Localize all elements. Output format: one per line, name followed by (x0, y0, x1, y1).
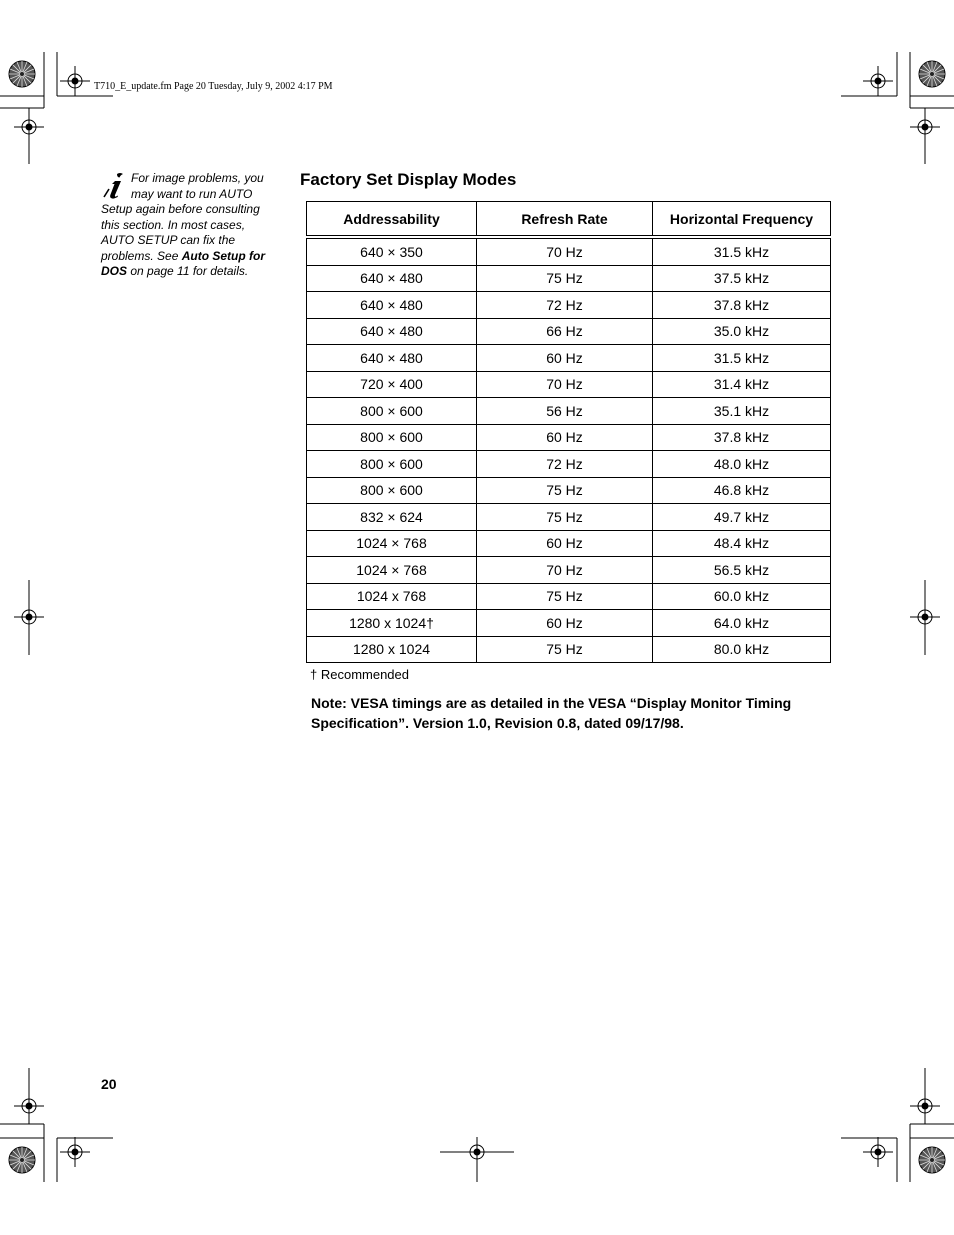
horizontal-frequency-cell: 35.0 kHz (653, 318, 831, 345)
refresh-rate-cell: 60 Hz (477, 424, 653, 451)
addressability-cell: 640 × 350 (307, 237, 477, 265)
table-row (307, 424, 831, 451)
refresh-rate-cell: 75 Hz (477, 265, 653, 292)
refresh-rate-cell: 75 Hz (477, 583, 653, 610)
refresh-rate-cell: 72 Hz (477, 451, 653, 478)
addressability-cell: 640 × 480 (307, 292, 477, 319)
refresh-rate-cell: 60 Hz (477, 610, 653, 637)
horizontal-frequency-cell: 31.4 kHz (653, 371, 831, 398)
table-body (307, 237, 831, 663)
horizontal-frequency-cell: 31.5 kHz (653, 345, 831, 372)
addressability-cell: 640 × 480 (307, 265, 477, 292)
horizontal-frequency-cell: 48.0 kHz (653, 451, 831, 478)
addressability-cell: 800 × 600 (307, 477, 477, 504)
horizontal-frequency-cell: 64.0 kHz (653, 610, 831, 637)
side-note-text-end: on page 11 for details. (127, 264, 249, 278)
column-header-horizontal-frequency: Horizontal Frequency (653, 202, 831, 238)
table-row (307, 610, 831, 637)
addressability-cell: 1024 × 768 (307, 530, 477, 557)
addressability-cell: 1024 × 768 (307, 557, 477, 584)
table-row (307, 504, 831, 531)
refresh-rate-cell: 75 Hz (477, 477, 653, 504)
refresh-rate-cell: 60 Hz (477, 530, 653, 557)
addressability-cell: 800 × 600 (307, 451, 477, 478)
refresh-rate-cell: 72 Hz (477, 292, 653, 319)
refresh-rate-cell: 70 Hz (477, 557, 653, 584)
table-row (307, 345, 831, 372)
column-header-refresh-rate: Refresh Rate (477, 202, 653, 238)
addressability-cell: 1280 x 1024† (307, 610, 477, 637)
table-row (307, 371, 831, 398)
info-icon (101, 171, 127, 199)
horizontal-frequency-cell: 60.0 kHz (653, 583, 831, 610)
refresh-rate-cell: 70 Hz (477, 237, 653, 265)
side-note-text: For image problems, you may want to run AUTO Setup again before consulting this section. In most cases, AUTO SETUP can fix the problems. See (101, 171, 264, 263)
horizontal-frequency-cell: 37.8 kHz (653, 292, 831, 319)
refresh-rate-cell: 75 Hz (477, 636, 653, 663)
addressability-cell: 720 × 400 (307, 371, 477, 398)
addressability-cell: 800 × 600 (307, 398, 477, 425)
horizontal-frequency-cell: 48.4 kHz (653, 530, 831, 557)
refresh-rate-cell: 56 Hz (477, 398, 653, 425)
page-number: 20 (101, 1076, 117, 1092)
table-row (307, 557, 831, 584)
horizontal-frequency-cell: 37.5 kHz (653, 265, 831, 292)
side-note (101, 171, 281, 280)
table-row (307, 530, 831, 557)
horizontal-frequency-cell: 31.5 kHz (653, 237, 831, 265)
horizontal-frequency-cell: 49.7 kHz (653, 504, 831, 531)
table-row (307, 451, 831, 478)
table-row (307, 583, 831, 610)
table-row (307, 398, 831, 425)
table-row (307, 265, 831, 292)
table-row (307, 477, 831, 504)
addressability-cell: 1280 x 1024 (307, 636, 477, 663)
refresh-rate-cell: 70 Hz (477, 371, 653, 398)
addressability-cell: 800 × 600 (307, 424, 477, 451)
file-info-header: T710_E_update.fm Page 20 Tuesday, July 9, 2002 4:17 PM (94, 81, 333, 92)
vesa-note: Note: VESA timings are as detailed in the VESA “Display Monitor Timing Specification”. Version 1.0, Revision 0.8, dated 09/17/98. (311, 695, 792, 731)
addressability-cell: 640 × 480 (307, 345, 477, 372)
table-header-row (307, 202, 831, 238)
table-row (307, 318, 831, 345)
section-title: Factory Set Display Modes (300, 170, 517, 189)
table-row (307, 237, 831, 265)
refresh-rate-cell: 60 Hz (477, 345, 653, 372)
addressability-cell: 1024 x 768 (307, 583, 477, 610)
display-modes-table (306, 201, 831, 663)
horizontal-frequency-cell: 56.5 kHz (653, 557, 831, 584)
horizontal-frequency-cell: 37.8 kHz (653, 424, 831, 451)
table-row (307, 636, 831, 663)
refresh-rate-cell: 75 Hz (477, 504, 653, 531)
horizontal-frequency-cell: 35.1 kHz (653, 398, 831, 425)
table-row (307, 292, 831, 319)
horizontal-frequency-cell: 46.8 kHz (653, 477, 831, 504)
refresh-rate-cell: 66 Hz (477, 318, 653, 345)
footnote: † Recommended (310, 667, 409, 682)
addressability-cell: 832 × 624 (307, 504, 477, 531)
column-header-addressability: Addressability (307, 202, 477, 238)
addressability-cell: 640 × 480 (307, 318, 477, 345)
horizontal-frequency-cell: 80.0 kHz (653, 636, 831, 663)
side-note-link[interactable]: Auto Setup for DOS (101, 248, 266, 278)
